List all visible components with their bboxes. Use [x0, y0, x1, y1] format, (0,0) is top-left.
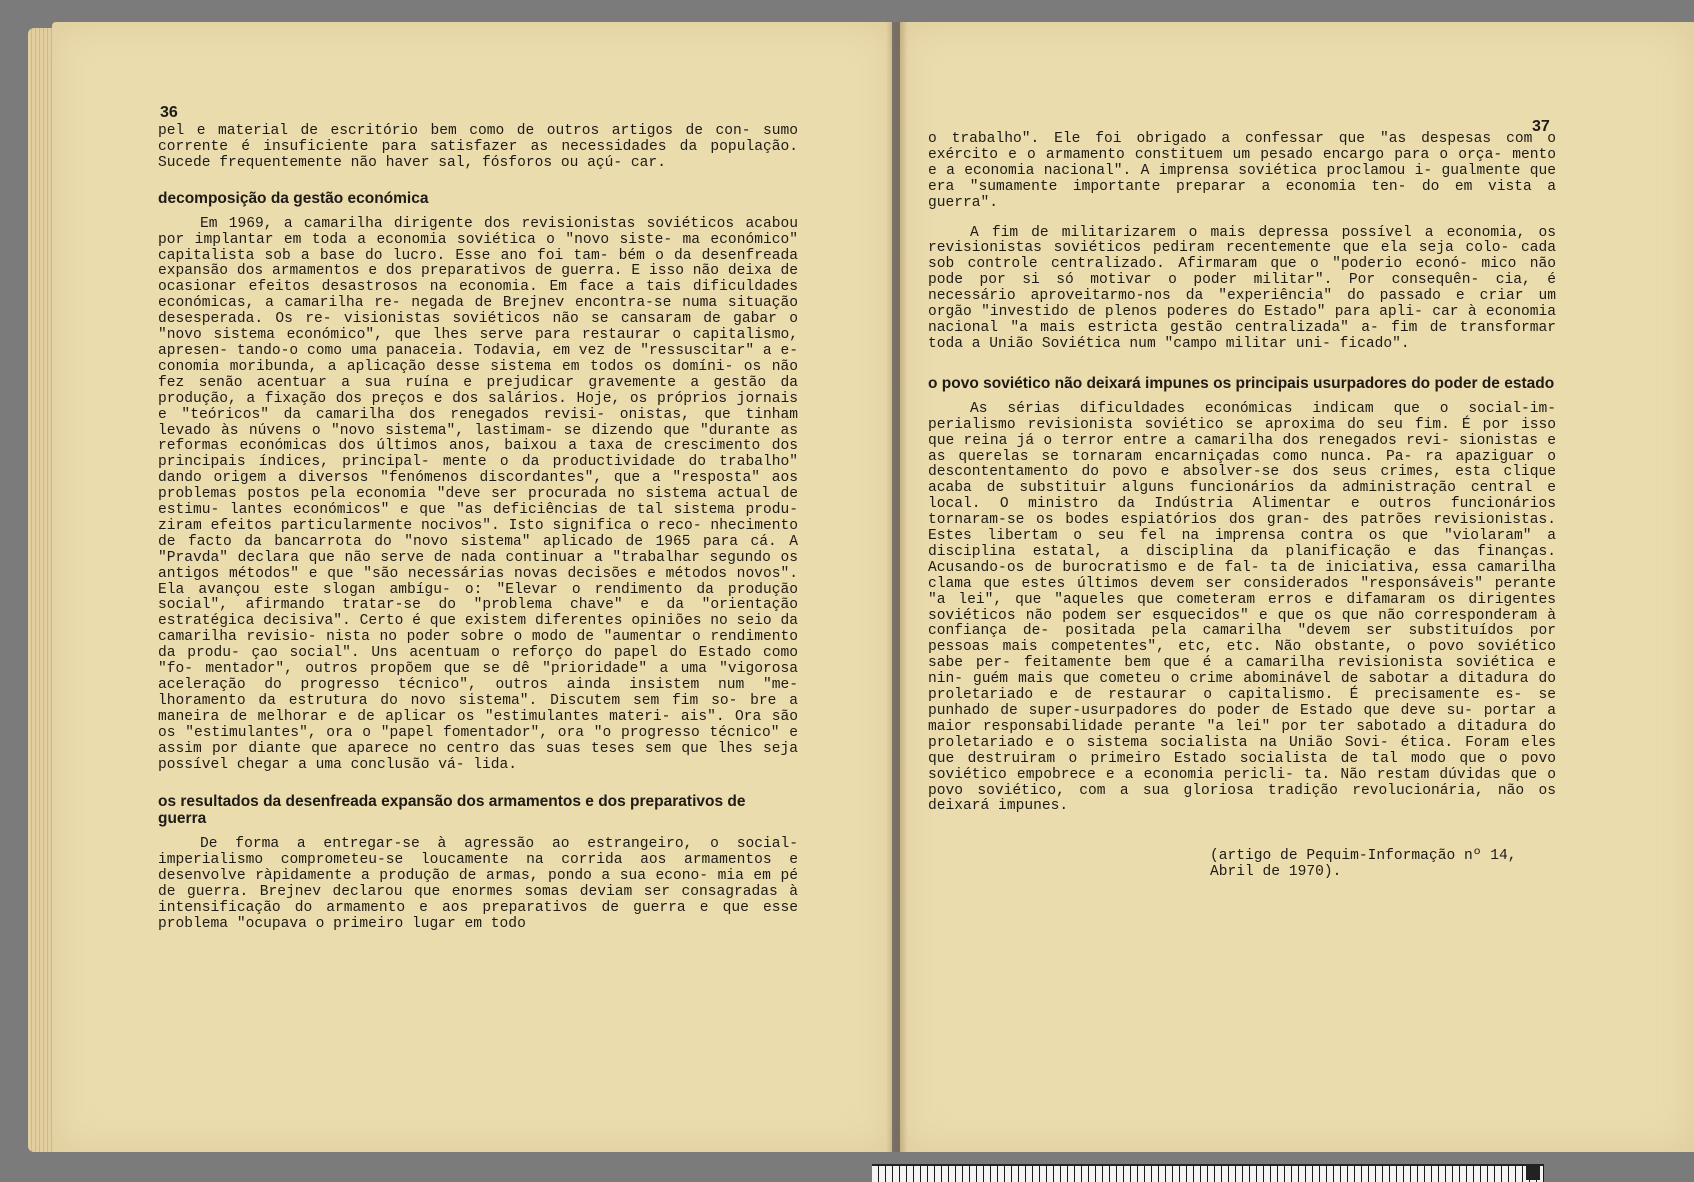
source-line-2: Abril de 1970).	[1210, 864, 1342, 881]
book-gutter	[886, 22, 908, 1152]
militarization-paragraph: A fim de militarizarem o mais depressa possível a economia, os revisionistas soviéticos pediram recentemente que ela seja colo- cada sob controle centralizado. Afirmaram que o "poderio econó- mico não pode por si só motivar o poder militar". Por consequên- cia, é necessário aproveitarmo-nos da "experiência" do passado e criar um orgão "investido de plenos poderes do Estado" para apli- car à economia nacional "a mais estricta gestão centralizada" a- fim de transformar toda a União Soviética num "campo militar uni- ficado".	[928, 224, 1556, 352]
section-paragraph-armamentos: De forma a entregar-se à agressão ao estrangeiro, o social- imperialismo comprometeu-se loucamente na corrida aos armamentos e desenvolve ràpidamente a produção de armas, pondo a sua econo- mia em pé de guerra. Brejnev declarou que enormes somas deviam ser consagradas à intensificação do armamento e aos preparativos de guerra e que esse problema "ocupava o primeiro lugar em todo	[158, 836, 798, 932]
continuation-paragraph: o trabalho". Ele foi obrigado a confessar que "as despesas com o exército e o armamento constituem um pesado encargo para o orça- mento e a economia nacional". A imprensa soviética proclamou i- gualmente que era "sumamente importante preparar a economia ten- do em vista a guerra".	[928, 131, 1556, 211]
scale-ruler-end	[1526, 1164, 1540, 1180]
page-number-left: 36	[160, 104, 178, 121]
page-number-right: 37	[1532, 118, 1550, 135]
left-page-text	[158, 124, 798, 933]
section-paragraph-povo: As sérias dificuldades económicas indicam que o social-im- perialismo revisionista soviético se aproxima do seu fim. É por isso que reina já o terror entre a camarilha dos renegados revi- sionistas e as querelas se tornaram encarniçadas como nunca. Pa- ra apaziguar o descontentamento do povo e absolver-se dos seus crimes, esta clique acaba de substituir alguns funcionários da administração central e local. O ministro da Indústria Alimentar e outros funcionários tornaram-se os bodes espiatórios dos gran- des patrões revisionistas. Estes libertam o seu fel na imprensa contra os que "violaram" a disciplina estatal, a disciplina da planificação e das finanças. Acusando-os de burocratismo e de fal- ta de iniciativa, essa camarilha clama que estes últimos devem ser considerados "responsáveis" perante "a lei", que "aqueles que cometeram erros e difamaram os dirigentes soviéticos não podem ser esquecidos" e que os que não corresponderam à confiança de- positada pela camarilha "devem ser substituídos por pessoas mais competentes", etc, etc. Não obstante, o povo soviético sabe per- feitamente bem que é a camarilha revisionista soviética e nin- guém mais que cometeu o crime abominável de sabotar a ditadura do proletariado e de restaurar o capitalismo. É precisamente es- se punhado de super-usurpadores do poder de Estado que deve su- portar a maior responsabilidade perante "a lei" por ter sabotado a ditadura do proletariado e o sistema socialista na União Sovi- ética. Foram eles que destruiram o primeiro Estado socialista de tal modo que o povo soviético empobrece e a economia pericli- ta. Não restam dúvidas que o povo soviético, com a sua gloriosa tradição revolucionária, não os deixará impunes.	[928, 400, 1556, 815]
scale-ruler	[872, 1164, 1544, 1182]
section-heading-povo: o povo soviético não deixará impunes os principais usurpadores do poder de estado	[928, 374, 1555, 392]
right-page-text	[928, 132, 1556, 881]
source-citation	[1210, 849, 1556, 881]
source-line-1: (artigo de Pequim-Informação nº 14,	[1210, 848, 1517, 865]
intro-paragraph: pel e material de escritório bem como de outros artigos de con- sumo corrente é insuficiente para satisfazer as necessidades da população. Sucede frequentemente não haver sal, fósforos ou açú- car.	[158, 123, 798, 171]
section-paragraph-gestao: Em 1969, a camarilha dirigente dos revisionistas soviéticos acabou por implantar em toda a economia soviética o "novo siste- ma económico" capitalista sob a base do lucro. Esse ano foi tam- bém o da desenfreada expansão dos armamentos e dos preparativos de guerra. E isso não deixa de ocasionar efeitos desastrosos na economia. Em face a tais dificuldades económicas, a camarilha re- negada de Brejnev encontra-se numa situação desesperada. Os re- visionistas soviéticos não se cansaram de gabar o "novo sistema económico", que lhes serve para restaurar o capitalismo, apresen- tando-o como uma panaceia. Todavia, em vez de "ressuscitar" a e- conomia moribunda, a aplicação desse sistema em todos os domíni- os não fez senão acentuar a sua ruína e prejudicar gravemente a gestão da produção, a fixação dos preços e dos salários. Hoje, os próprios jornais e "teóricos" da camarilha dos renegados revisi- onistas, que tinham levado às núvens o "novo sistema", lastimam- se dizendo que "durante as reformas económicas dos últimos anos, baixou a taxa de crescimento dos principais índices, principal- mente o da productividade do trabalho" dando origem a diversos "fenómenos discordantes", que a "resposta" aos problemas postos pela economia "deve ser procurada no sistema actual de estimu- lantes económicos" e que "as deficiências de tal sistema produ- ziram efeitos particularmente nocivos". Isto significa o reco- nhecimento de facto da bancarrota do "novo sistema" aplicado de 1965 para cá. A "Pravda" declara que não serve de nada continuar a "trabalhar segundo os antigos métodos" e que "são necessárias novas decisões e métodos novos". Ela avançou este slogan ambígu- o: "Elevar o rendimento da produção social", afirmando tratar-se do "problema chave" e da "orientação estratégica decisiva". Certo é que existem diferentes opiniões no seio da camarilha revisio- nista no poder sobre o modo de "aumentar o rendimento da produ- çao social". Uns acentuam o reforço do papel do Estado como "fo- mentador", outros propõem que se dê "prioridade" a uma "vigorosa aceleração do progresso técnico", outros ainda insistem num "me- lhoramento da estrutura do novo sistema". Discutem sem fim so- bre a maneira de melhorar e de aplicar os "estimulantes materi- ais". Ora são os "estimulantes", ora o "papel fomentador", ora "o progresso técnico" e assim por diante que aparece no centro das suas teses sem que lhes seja possível chegar a uma conclusão vá- lida.	[158, 215, 798, 773]
section-heading-armamentos: os resultados da desenfreada expansão dos armamentos e dos preparativos de guerra	[158, 793, 746, 828]
section-heading-gestao: decomposição da gestão económica	[158, 189, 429, 207]
